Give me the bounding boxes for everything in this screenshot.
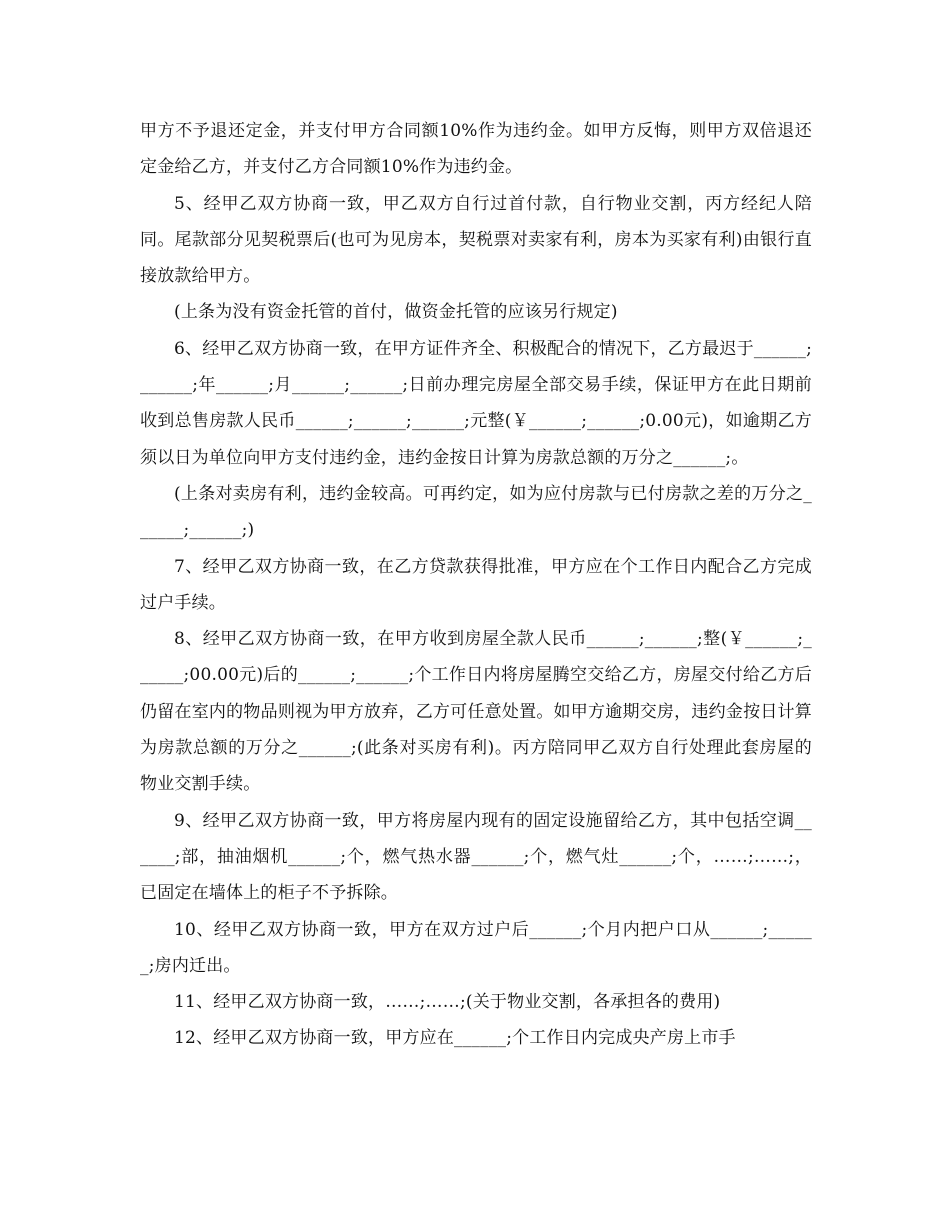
paragraph-clause-6: 6、经甲乙双方协商一致，在甲方证件齐全、积极配合的情况下，乙方最迟于______;______;年______;月______;______;日前办理完房屋全部交易手续，保证甲方在此日期前收到总售房款人民币______;______;______;元整(￥______;______;0.00元)，如逾期乙方须以日为单位向甲方支付违约金，违约金按日计算为房款总额的万分之______;。 [140, 338, 812, 468]
document-body [140, 113, 812, 1057]
paragraph-note-clause-5: (上条为没有资金托管的首付，做资金托管的应该另行规定) [174, 302, 618, 323]
paragraph-clause-5: 5、经甲乙双方协商一致，甲乙双方自行过首付款，自行物业交割，丙方经纪人陪同。尾款部分见契税票后(也可为见房本，契税票对卖家有利，房本为买家有利)由银行直接放款给甲方。 [140, 193, 812, 287]
paragraph-clause-10: 10、经甲乙双方协商一致，甲方在双方过户后______;个月内把户口从______;______;房内迁出。 [140, 919, 812, 976]
paragraph-clause-8: 8、经甲乙双方协商一致，在甲方收到房屋全款人民币______;______;整(￥______;______;00.00元)后的______;______;个工作日内将房屋腾空交给乙方，房屋交付给乙方后仍留在室内的物品则视为甲方放弃，乙方可任意处置。如甲方逾期交房，违约金按日计算为房款总额的万分之______;(此条对买房有利)。丙方陪同甲乙双方自行处理此套房屋的物业交割手续。 [140, 629, 812, 795]
paragraph-clause-11: 11、经甲乙双方协商一致，……;……;(关于物业交割，各承担各的费用) [174, 992, 721, 1013]
paragraph-continuation: 甲方不予退还定金，并支付甲方合同额10%作为违约金。如甲方反悔，则甲方双倍退还定金给乙方，并支付乙方合同额10%作为违约金。 [140, 121, 812, 178]
paragraph-clause-9: 9、经甲乙双方协商一致，甲方将房屋内现有的固定设施留给乙方，其中包括空调______;部，抽油烟机______;个，燃气热水器______;个，燃气灶______;个，……;……;，已固定在墙体上的柜子不予拆除。 [140, 810, 812, 904]
paragraph-note-clause-6: (上条对卖房有利，违约金较高。可再约定，如为应付房款与已付房款之差的万分之______;______;) [140, 483, 812, 541]
paragraph-clause-12: 12、经甲乙双方协商一致，甲方应在______;个工作日内完成央产房上市手 [174, 1028, 736, 1049]
paragraph-clause-7: 7、经甲乙双方协商一致，在乙方贷款获得批准，甲方应在个工作日内配合乙方完成过户手续。 [140, 556, 812, 613]
